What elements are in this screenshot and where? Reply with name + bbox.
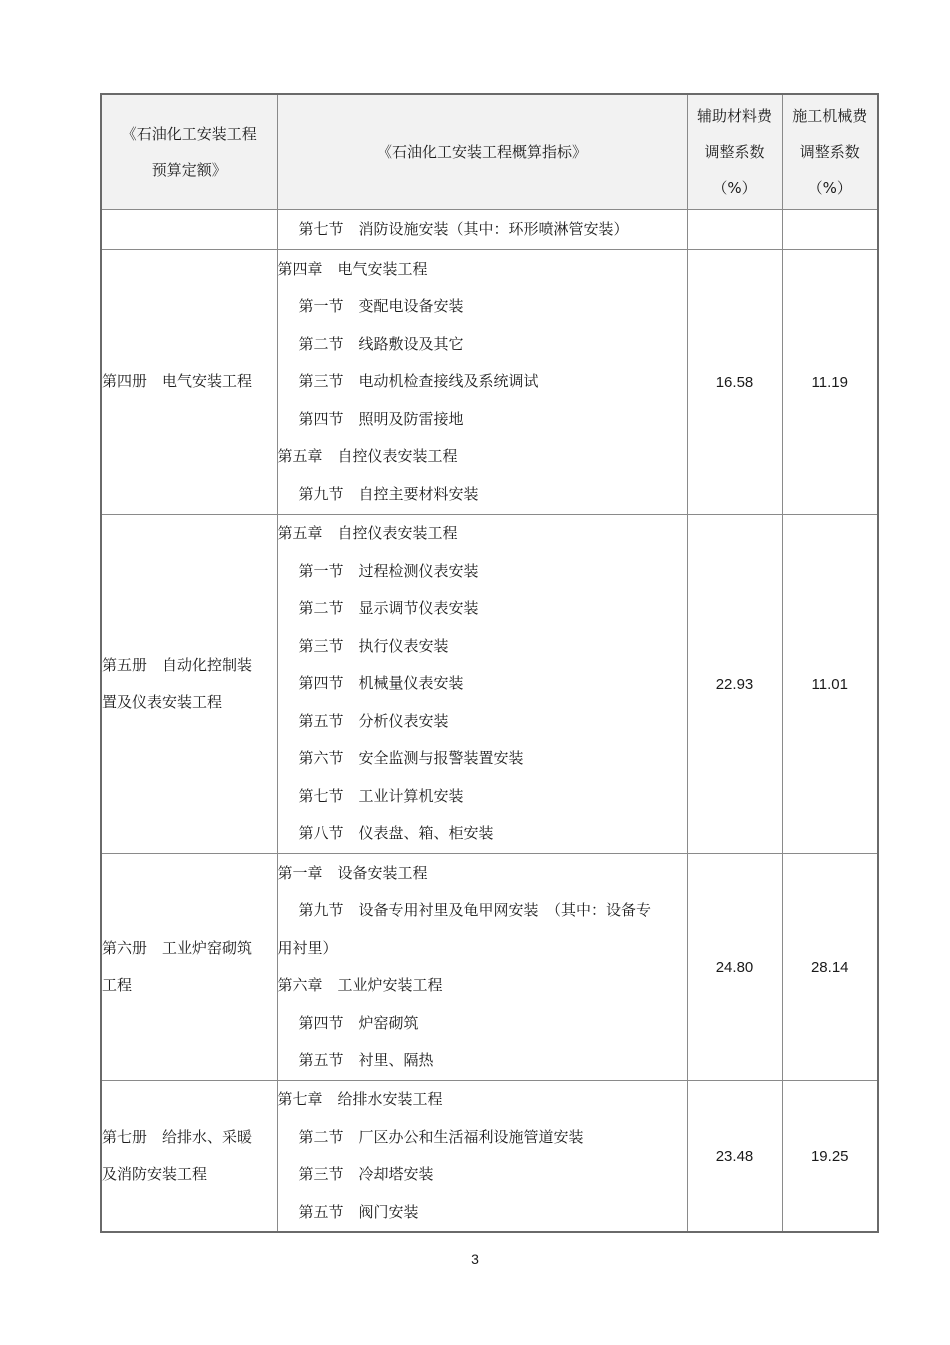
section-line — [278, 628, 687, 666]
volume-cell — [101, 515, 277, 854]
section-line — [278, 1005, 687, 1043]
section-title: 厂区办公和生活福利设施管道安装 — [358, 1127, 584, 1146]
machinery-coefficient — [782, 210, 878, 250]
table-row — [101, 854, 878, 1081]
section-line — [278, 740, 687, 778]
section-line — [278, 590, 687, 628]
section-number: 第九节 — [298, 484, 344, 503]
table-row — [101, 210, 878, 250]
section-number: 第二节 — [298, 599, 344, 618]
section-title: 电气安装工程 — [337, 259, 428, 278]
section-line — [278, 251, 687, 289]
volume-cell — [101, 250, 277, 515]
table-row — [101, 250, 878, 515]
coefficient-table — [100, 93, 879, 1233]
section-number: 第四节 — [298, 409, 344, 428]
machinery-coefficient: 19.25 — [782, 1081, 878, 1233]
section-title: 设备安装工程 — [337, 863, 428, 882]
section-title: 自控主要材料安装 — [358, 484, 479, 503]
aux-material-coefficient: 22.93 — [687, 515, 782, 854]
section-line — [278, 326, 687, 364]
section-line — [278, 967, 687, 1005]
table-row — [101, 1081, 878, 1233]
header-estimate-index: 《石油化工安装工程概算指标》 — [277, 94, 687, 210]
section-line — [278, 363, 687, 401]
volume-text: 第七册 给排水、采暖 — [102, 1127, 253, 1146]
section-line — [278, 815, 687, 853]
section-number: 第四章 — [277, 259, 323, 278]
section-title: 电动机检查接线及系统调试 — [358, 372, 539, 391]
table-body — [101, 210, 878, 1233]
section-number: 第一节 — [298, 297, 344, 316]
section-title: 炉窑砌筑 — [358, 1013, 419, 1032]
aux-material-coefficient: 23.48 — [687, 1081, 782, 1233]
section-number: 第八节 — [298, 824, 344, 843]
section-number: 第六章 — [277, 976, 323, 994]
section-title: 显示调节仪表安装 — [358, 599, 479, 618]
section-title: 执行仪表安装 — [358, 636, 449, 655]
section-title: 工业计算机安装 — [358, 786, 464, 805]
volume-text: 工程 — [102, 976, 133, 994]
section-number: 第七节 — [298, 219, 344, 238]
section-number: 第五节 — [298, 1051, 344, 1069]
section-title: 机械量仪表安装 — [358, 674, 464, 693]
table-row — [101, 515, 878, 854]
section-line — [278, 1156, 687, 1194]
estimate-section-cell — [277, 515, 687, 854]
section-number: 第四节 — [298, 674, 344, 693]
section-number: 第三节 — [298, 372, 344, 391]
section-number: 第七章 — [277, 1090, 323, 1108]
table-header-row — [101, 94, 878, 210]
section-title: 工业炉安装工程 — [337, 976, 443, 994]
section-number: 第五章 — [277, 524, 323, 543]
section-line — [278, 665, 687, 703]
volume-cell — [101, 854, 277, 1081]
machinery-coefficient: 11.01 — [782, 515, 878, 854]
header-machinery-coefficient: 施工机械费 调整系数 （%） — [782, 94, 878, 210]
section-line — [278, 1194, 687, 1232]
section-line — [278, 1081, 687, 1119]
section-title: 分析仪表安装 — [358, 711, 449, 730]
section-title: 用衬里） — [277, 938, 338, 957]
section-number: 第五章 — [277, 447, 323, 466]
section-title: 消防设施安装（其中：环形喷淋管安装） — [358, 219, 629, 238]
header-budget-quota: 《石油化工安装工程 预算定额》 — [101, 94, 277, 210]
section-number: 第六节 — [298, 749, 344, 768]
section-line — [278, 1119, 687, 1157]
estimate-section-cell — [277, 210, 687, 250]
page-number: 3 — [471, 1251, 479, 1267]
section-line — [278, 438, 687, 476]
section-number: 第一节 — [298, 561, 344, 580]
volume-text: 置及仪表安装工程 — [102, 693, 223, 711]
volume-text: 第六册 工业炉窑砌筑 — [102, 938, 253, 957]
section-title: 设备专用衬里及龟甲网安装 （其中：设备专 — [358, 901, 652, 919]
section-title: 线路敷设及其它 — [358, 334, 464, 353]
section-line — [278, 211, 687, 249]
section-number: 第二节 — [298, 334, 344, 353]
estimate-section-cell — [277, 854, 687, 1081]
section-title: 仪表盘、箱、柜安装 — [358, 824, 494, 843]
section-title: 衬里、隔热 — [358, 1051, 434, 1069]
section-title: 冷却塔安装 — [358, 1165, 434, 1183]
machinery-coefficient: 28.14 — [782, 854, 878, 1081]
section-line — [278, 476, 687, 514]
section-title: 变配电设备安装 — [358, 297, 464, 316]
estimate-section-cell — [277, 250, 687, 515]
volume-cell — [101, 1081, 277, 1233]
section-title: 照明及防雷接地 — [358, 409, 464, 428]
volume-text: 第五册 自动化控制装 — [102, 655, 253, 674]
volume-cell — [101, 210, 277, 250]
section-line — [278, 401, 687, 439]
section-line — [278, 288, 687, 326]
section-number: 第五节 — [298, 1202, 344, 1221]
volume-text: 及消防安装工程 — [102, 1165, 208, 1183]
section-number: 第一章 — [277, 863, 323, 882]
section-title: 给排水安装工程 — [337, 1090, 443, 1108]
section-title: 自控仪表安装工程 — [337, 524, 458, 543]
section-line — [278, 1042, 687, 1080]
section-title: 安全监测与报警装置安装 — [358, 749, 524, 768]
section-line — [278, 892, 687, 930]
section-title: 阀门安装 — [358, 1202, 419, 1221]
section-line — [278, 515, 687, 553]
section-title: 过程检测仪表安装 — [358, 561, 479, 580]
machinery-coefficient: 11.19 — [782, 250, 878, 515]
section-number: 第四节 — [298, 1013, 344, 1032]
section-number: 第七节 — [298, 786, 344, 805]
section-number: 第三节 — [298, 636, 344, 655]
section-number: 第九节 — [298, 901, 344, 919]
aux-material-coefficient: 16.58 — [687, 250, 782, 515]
section-number: 第五节 — [298, 711, 344, 730]
section-line — [278, 930, 687, 968]
section-number: 第三节 — [298, 1165, 344, 1183]
section-line — [278, 703, 687, 741]
section-title: 自控仪表安装工程 — [337, 447, 458, 466]
volume-text: 第四册 电气安装工程 — [102, 372, 253, 391]
header-aux-material-coefficient: 辅助材料费 调整系数 （%） — [687, 94, 782, 210]
aux-material-coefficient: 24.80 — [687, 854, 782, 1081]
section-line — [278, 553, 687, 591]
section-line — [278, 855, 687, 893]
section-line — [278, 778, 687, 816]
estimate-section-cell — [277, 1081, 687, 1233]
aux-material-coefficient — [687, 210, 782, 250]
section-number: 第二节 — [298, 1127, 344, 1146]
